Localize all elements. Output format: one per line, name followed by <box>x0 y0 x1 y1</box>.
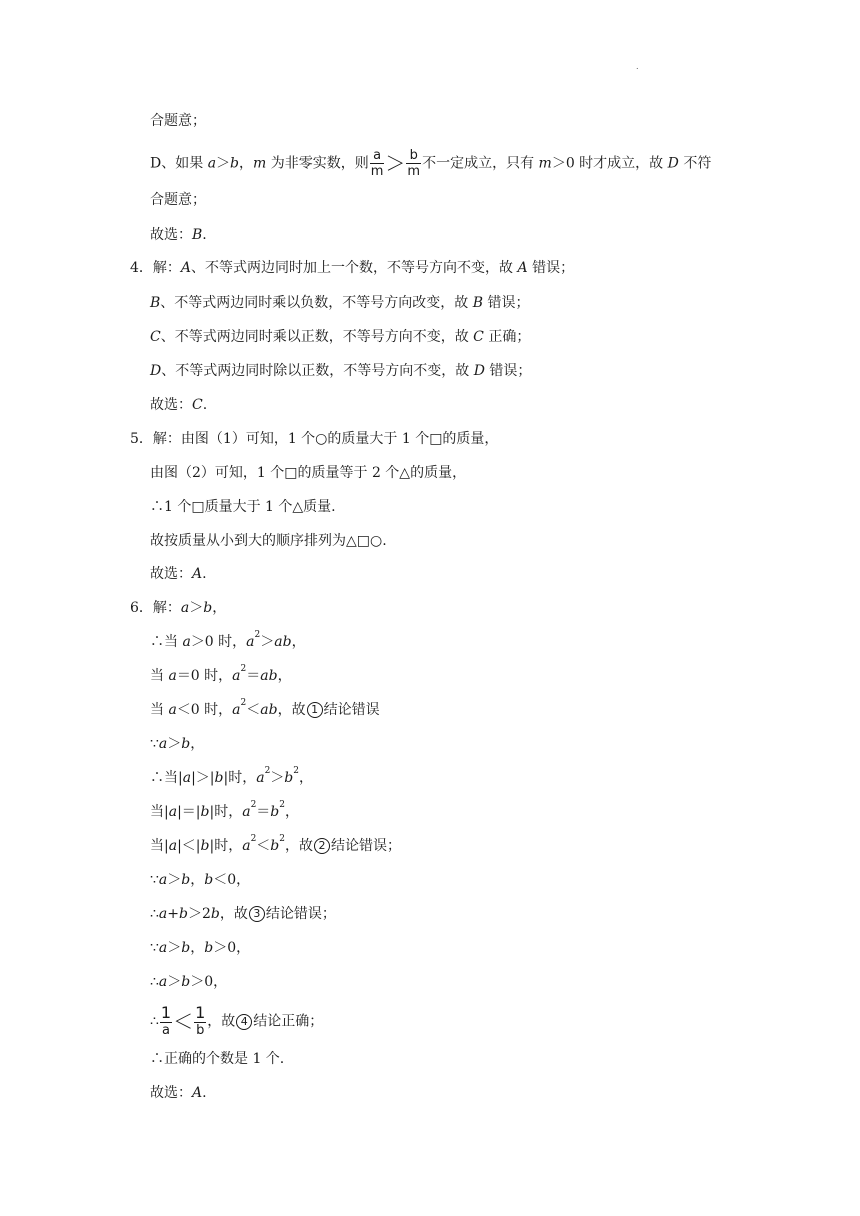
var: C <box>473 329 484 345</box>
var: D <box>473 363 485 379</box>
because-symbol: ∵ <box>150 872 159 888</box>
var: b <box>203 600 213 616</box>
var: a <box>180 600 190 616</box>
header-mark: . <box>636 62 639 71</box>
answer-line <box>150 564 207 584</box>
question-number: 5． <box>130 431 153 447</box>
text: ＞ <box>216 155 231 172</box>
var: ab <box>274 634 292 650</box>
text-line <box>150 361 531 381</box>
answer-line <box>150 225 207 245</box>
var: a <box>168 804 178 820</box>
text: |时， <box>209 804 243 820</box>
text: ＞ <box>260 634 275 650</box>
text: 结论正确； <box>253 1013 324 1030</box>
var: a <box>158 736 168 752</box>
text: ，故 <box>219 906 248 922</box>
text: ， <box>285 804 299 820</box>
var: D <box>667 155 679 172</box>
operator: ＜ <box>173 1009 194 1034</box>
text: 合题意； <box>150 113 206 129</box>
because-symbol: ∵ <box>150 736 159 752</box>
text-line <box>150 111 206 131</box>
var: D <box>150 363 162 379</box>
var: A <box>180 260 192 276</box>
text-line <box>150 802 299 822</box>
var: b <box>210 906 220 922</box>
text-line <box>150 293 530 313</box>
therefore-symbol: ∴ <box>150 1013 159 1030</box>
text-line <box>150 463 466 483</box>
text-line <box>150 531 387 551</box>
text-line <box>150 190 206 210</box>
text-line <box>150 632 306 652</box>
question-number: 4． <box>130 260 153 276</box>
text: |时， <box>223 770 257 786</box>
text: 不一定成立，只有 <box>422 155 539 172</box>
numerator: 1 <box>195 1003 206 1022</box>
text-line <box>150 1004 323 1038</box>
because-symbol: ∵ <box>150 940 159 956</box>
text-line <box>150 700 380 720</box>
denominator: m <box>370 164 384 179</box>
text: ， <box>239 155 254 172</box>
fraction-b-over-m <box>406 148 421 179</box>
text-line <box>150 148 712 179</box>
text: ＞ <box>270 770 285 786</box>
text: ＞ <box>167 736 182 752</box>
circled-number-1: 1 <box>307 702 323 718</box>
text: 结论错误； <box>331 838 401 854</box>
text: ＞2 <box>187 906 211 922</box>
text: 结论错误 <box>323 702 380 718</box>
text: ＞0 时， <box>190 634 247 650</box>
var: a <box>158 906 168 922</box>
text-line <box>150 836 401 856</box>
numerator: 1 <box>160 1003 172 1022</box>
text: ∴1 个□质量大于 1 个△质量. <box>150 499 336 515</box>
text: |＝| <box>177 804 201 820</box>
text: ，故 <box>285 838 313 854</box>
var: b <box>284 770 294 786</box>
text-line <box>150 938 250 958</box>
question-4-line-1 <box>130 258 574 278</box>
var: ab <box>260 668 278 684</box>
text: . <box>202 1085 207 1101</box>
text: 结论错误； <box>265 906 336 922</box>
var: b <box>181 872 191 888</box>
var: b <box>214 770 224 786</box>
text: 、不等式两边同时乘以正数，不等号方向不变，故 <box>160 329 474 345</box>
text: ＜ <box>246 702 261 718</box>
text: ， <box>190 736 205 752</box>
text: ＞0， <box>213 940 251 956</box>
exponent: 2 <box>279 834 285 844</box>
text: 、不等式两边同时乘以负数，不等号方向改变，故 <box>160 295 473 311</box>
text: 正确； <box>483 329 531 345</box>
question-5-line-1 <box>130 429 498 449</box>
text: |＜| <box>177 838 201 854</box>
exponent: 2 <box>264 766 271 776</box>
text: ，故 <box>277 702 306 718</box>
numerator: b <box>409 148 418 163</box>
text: ＝ <box>256 804 271 820</box>
answer-choice: A <box>192 1085 203 1101</box>
var: a <box>158 940 168 956</box>
text: ＞0， <box>190 974 228 990</box>
text: ，故 <box>207 1013 236 1030</box>
text: 错误； <box>484 363 532 379</box>
text: 故按质量从小到大的顺序排列为△□○. <box>150 533 387 549</box>
text: 当 <box>150 702 169 718</box>
text-line <box>150 768 313 788</box>
denominator: b <box>196 1023 205 1038</box>
text: ， <box>190 940 205 956</box>
var: a <box>232 668 241 684</box>
text: D、如果 <box>150 155 208 172</box>
var: b <box>181 940 191 956</box>
text: . <box>202 227 207 243</box>
exponent: 2 <box>279 800 285 810</box>
text: 解： <box>152 600 181 616</box>
text: . <box>202 397 208 413</box>
var: a <box>182 770 192 786</box>
text: ＜0， <box>213 872 251 888</box>
answer-line <box>150 395 207 415</box>
var: a <box>168 838 178 854</box>
var: ab <box>260 702 278 718</box>
text: 、不等式两边同时除以正数，不等号方向不变，故 <box>161 363 474 379</box>
text-line <box>150 972 227 992</box>
answer-line <box>150 1083 207 1103</box>
var: a <box>242 838 251 854</box>
var: b <box>200 804 210 820</box>
fraction-a-over-m <box>370 148 385 179</box>
var: C <box>150 329 161 345</box>
text: |＞| <box>191 770 215 786</box>
text: 当| <box>150 838 169 854</box>
var: a <box>232 702 241 718</box>
text: ∴当| <box>150 770 183 786</box>
var: b <box>179 906 188 922</box>
circled-number-4: 4 <box>236 1014 252 1030</box>
var: a <box>168 668 177 684</box>
text: 故选： <box>150 1085 192 1101</box>
exponent: 2 <box>254 630 261 640</box>
text: 当| <box>150 804 169 820</box>
exponent: 2 <box>240 664 247 674</box>
therefore-symbol: ∴ <box>150 974 159 990</box>
var: B <box>472 295 484 311</box>
text: 不符 <box>678 155 712 172</box>
var: b <box>270 804 280 820</box>
text: 错误； <box>483 295 530 311</box>
text: 合题意； <box>150 192 206 208</box>
text: 为非零实数，则 <box>266 155 369 172</box>
denominator: a <box>160 1022 172 1039</box>
var: a <box>158 872 168 888</box>
text: + <box>167 906 180 922</box>
text: ， <box>277 668 292 684</box>
text: 、不等式两边同时加上一个数，不等号方向不变，故 <box>191 260 518 276</box>
circled-number-3: 3 <box>249 906 265 922</box>
text: ， <box>299 770 313 786</box>
text: ＞ <box>167 940 182 956</box>
therefore-symbol: ∴ <box>150 906 159 922</box>
var: A <box>517 260 528 276</box>
answer-choice: A <box>192 566 203 582</box>
text: ＞ <box>189 600 204 616</box>
question-6-line-1 <box>130 598 226 618</box>
text: 当 <box>150 668 169 684</box>
circled-number-2: 2 <box>314 838 330 854</box>
text-line <box>150 1049 284 1069</box>
text: 解： <box>152 260 181 276</box>
fraction-1-over-a <box>160 1004 172 1039</box>
text: ∴正确的个数是 1 个. <box>150 1051 285 1067</box>
fraction-1-over-b <box>194 1004 206 1039</box>
text: 由图（2）可知，1 个□的质量等于 2 个△的质量， <box>150 465 467 481</box>
text: 故选： <box>150 397 192 413</box>
text-line <box>150 734 204 754</box>
exponent: 2 <box>293 766 299 776</box>
var: a <box>168 702 177 718</box>
operator: ＞ <box>385 151 406 176</box>
text: ， <box>291 634 306 650</box>
text: ＜0 时， <box>176 702 233 718</box>
var: b <box>200 838 210 854</box>
var: b <box>270 838 280 854</box>
text-line <box>150 904 336 924</box>
text: . <box>202 566 207 582</box>
var: b <box>230 155 240 172</box>
exponent: 2 <box>240 698 247 708</box>
text: 故选： <box>150 566 192 582</box>
var: B <box>150 295 161 311</box>
answer-choice: B <box>192 227 203 243</box>
text: ， <box>190 872 205 888</box>
text: ＝ <box>246 668 261 684</box>
var: a <box>256 770 265 786</box>
denominator: m <box>407 164 421 179</box>
var: b <box>204 940 214 956</box>
var: m <box>253 155 267 172</box>
var: a <box>182 634 191 650</box>
var: a <box>207 155 217 172</box>
text: ＜ <box>256 838 271 854</box>
text: 解：由图（1）可知，1 个○的质量大于 1 个□的质量， <box>152 431 499 447</box>
text: 故选： <box>150 227 192 243</box>
exponent: 2 <box>250 834 257 844</box>
exponent: 2 <box>250 800 257 810</box>
text: ＞0 时才成立，故 <box>551 155 668 172</box>
var: m <box>538 155 552 172</box>
text-line <box>150 870 250 890</box>
text: ＞ <box>167 872 182 888</box>
text: 错误； <box>527 260 575 276</box>
text-line <box>150 327 530 347</box>
text: |时， <box>209 838 243 854</box>
var: b <box>204 872 214 888</box>
var: a <box>246 634 255 650</box>
var: b <box>181 974 191 990</box>
text: ， <box>212 600 227 616</box>
numerator: a <box>373 148 382 163</box>
text: ∴当 <box>150 634 183 650</box>
var: b <box>181 736 191 752</box>
var: a <box>158 974 168 990</box>
text: ＞ <box>167 974 182 990</box>
answer-choice: C <box>192 397 203 413</box>
var: a <box>242 804 251 820</box>
question-number: 6． <box>130 600 153 616</box>
text-line <box>150 497 336 517</box>
text-line <box>150 666 292 686</box>
text: ＝0 时， <box>176 668 233 684</box>
